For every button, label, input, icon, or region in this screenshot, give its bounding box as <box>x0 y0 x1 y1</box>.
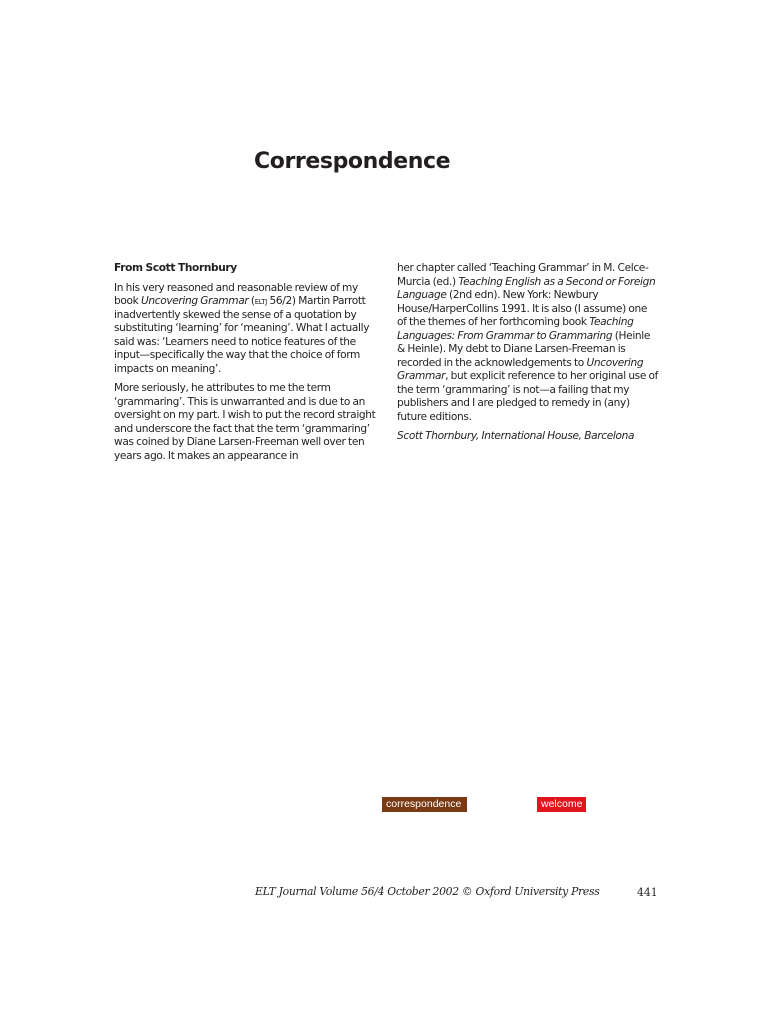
signature: Scott Thornbury, International House, Barcelona <box>397 430 635 442</box>
paragraph-2: More seriously, he attributes to me the term ‘grammaring’. This is unwarranted and is due to an oversight on my part. I wish to put the record straight and underscore the fact that the term ‘grammaring’ was coined by Diane Larsen-Freeman well over ten years ago. It makes an appearance in <box>114 382 376 462</box>
correspondence-tag[interactable]: correspondence <box>382 797 467 812</box>
book-title: Teaching Languages: From Grammar to Grammaring <box>397 316 634 342</box>
welcome-tag[interactable]: welcome <box>537 797 586 812</box>
page-number: 441 <box>637 886 658 899</box>
left-column <box>114 262 376 469</box>
text-span: 56/2) Martin Parrott inadvertently skewed the sense of a quotation by substituting ‘learning’ for ‘meaning’. What I actually said was: ‘Learners need to notice features of the input—specifically the way that the choice of form impacts on meaning’. <box>114 295 370 375</box>
journal-citation: ELT Journal Volume 56/4 October 2002 © Oxford University Press <box>255 885 600 898</box>
text-span: (Heinle & Heinle). My debt to Diane Larsen-Freeman is recorded in the acknowledgements to <box>397 329 651 369</box>
book-title: Uncovering Grammar <box>140 295 249 307</box>
text-span: In his very reasoned and reasonable review of my book <box>114 281 358 307</box>
text-span: her chapter called ‘Teaching Grammar’ in M. Celce-Murcia (ed.) <box>397 262 649 288</box>
paragraph-3 <box>397 262 659 424</box>
article-title: Correspondence <box>254 149 451 174</box>
text-span: (2nd edn). New York: Newbury House/HarperCollins 1991. It is also (I assume) one of the themes of her forthcoming book <box>397 289 648 328</box>
book-title: Teaching English as a Second or Foreign Language <box>397 275 656 301</box>
text-span: , but explicit reference to her original use of the term ‘grammaring’ is not—a failing that my publishers and I are pledged to remedy in (any) future editions. <box>397 370 659 423</box>
author-heading: From Scott Thornbury <box>114 262 237 274</box>
book-title: Uncovering Grammar <box>397 356 644 382</box>
text-span: ( <box>248 295 255 307</box>
right-column <box>397 262 659 450</box>
paragraph-1 <box>114 282 376 377</box>
journal-abbrev: eltj <box>254 295 267 307</box>
